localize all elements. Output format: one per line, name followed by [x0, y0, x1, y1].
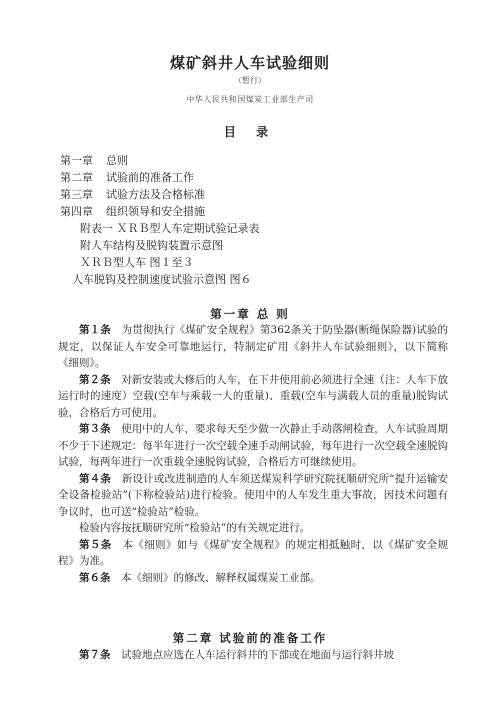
toc-chapter-number: 第三章 — [60, 188, 93, 201]
article-text: 新设计或改进制造的人车须送煤炭科学研究院抚顺研究所“提升运输安全设备检验站”(下称检验站)进行检验。使用中的人车发生重大事故，因技术问题有争议时，也可送“检验站”检验。 — [58, 472, 449, 518]
article-paragraph — [58, 647, 448, 664]
toc-chapter-title: 组织领导和安全措施 — [106, 205, 205, 218]
toc-chapter-number: 第二章 — [60, 171, 93, 184]
article-paragraph — [58, 421, 448, 471]
table-of-contents — [60, 152, 480, 288]
article-text: 对新安装或大修后的人车，在下井使用前必须进行全速（注：人车下放运行时的速度）空载(空车与乘载一人的重量)、重载(空车与满载人员的重量)脱钩试验，合格后方可使用。 — [58, 373, 449, 419]
toc-chapter-title: 总则 — [106, 154, 128, 167]
toc-item — [60, 169, 480, 186]
article-label: 第５条 — [79, 538, 112, 551]
article-paragraph — [58, 537, 448, 570]
chapter-two-body — [58, 647, 448, 664]
chapter-heading: 第二章 试验前的准备工作 — [172, 631, 328, 645]
article-label: 第２条 — [79, 373, 111, 386]
article-label: 第３条 — [79, 423, 111, 435]
article-paragraph — [58, 322, 448, 372]
toc-chapter-title: 试验方法及合格标准 — [106, 188, 205, 201]
toc-heading: 目 录 — [223, 125, 277, 139]
article-text: 本《细则》如与《煤矿安全规程》的规定相抵触时，以《煤矿安全规程》为准。 — [58, 538, 449, 567]
article-text: 试验地点应选在人车运行斜井的下部或在地面与运行斜井坡 — [121, 649, 394, 661]
chapter-heading: 第一章 总 则 — [210, 307, 290, 321]
toc-chapter-number: 第一章 — [60, 154, 93, 167]
article-label: 第６条 — [79, 571, 111, 584]
article-label: 第４条 — [79, 472, 112, 485]
toc-item — [60, 186, 480, 203]
article-label: 第１条 — [79, 324, 111, 336]
article-continuation: 检验内容按抚顺研究所“检验站”的有关规定进行。 — [79, 522, 311, 534]
toc-chapter-title: 试验前的准备工作 — [106, 171, 194, 184]
article-paragraph — [58, 570, 448, 587]
toc-appendix-item: ＸＲＢ型人车 图１至３ — [80, 256, 194, 269]
chapter-one-body — [58, 322, 448, 586]
article-text: 为贯彻执行《煤矿安全规程》第362条关于防坠器(断绳保险器)试验的规定，以保证人车安全可靠地运行，特制定矿用《斜井人车试验细则》，以下简称《细则》。 — [58, 324, 449, 369]
document-title: 煤矿斜井人车试验细则 — [169, 54, 330, 72]
toc-appendix-item: 人车脱钩及控制速度试验示意图 图６ — [72, 273, 252, 286]
article-text: 使用中的人车，要求每天至少做一次静止手动落闸检查，人车试验周期不少于下述规定：每半年进行一次空载全速手动闸试验，每年进行一次空载全速脱钩试验，每两年进行一次重载全速脱钩试验，合格后方可继续使用。 — [58, 423, 449, 468]
article-label: 第７条 — [79, 649, 111, 661]
toc-appendix-item: 附人车结构及脱钩装置示意图 — [80, 239, 223, 252]
toc-chapter-number: 第四章 — [60, 205, 93, 218]
document-issuer: 中华人民共和国煤炭工业部生产司 — [186, 95, 314, 104]
toc-appendix-item: 附表一 ＸＲＢ型人车定期试验记录表 — [80, 222, 260, 235]
document-subtitle: （暂行） — [234, 76, 266, 85]
article-paragraph — [58, 372, 448, 422]
article-text: 本《细则》的修改、解释权属煤炭工业部。 — [121, 571, 321, 584]
toc-item — [60, 152, 480, 169]
article-paragraph — [58, 471, 448, 521]
toc-item — [60, 203, 480, 220]
